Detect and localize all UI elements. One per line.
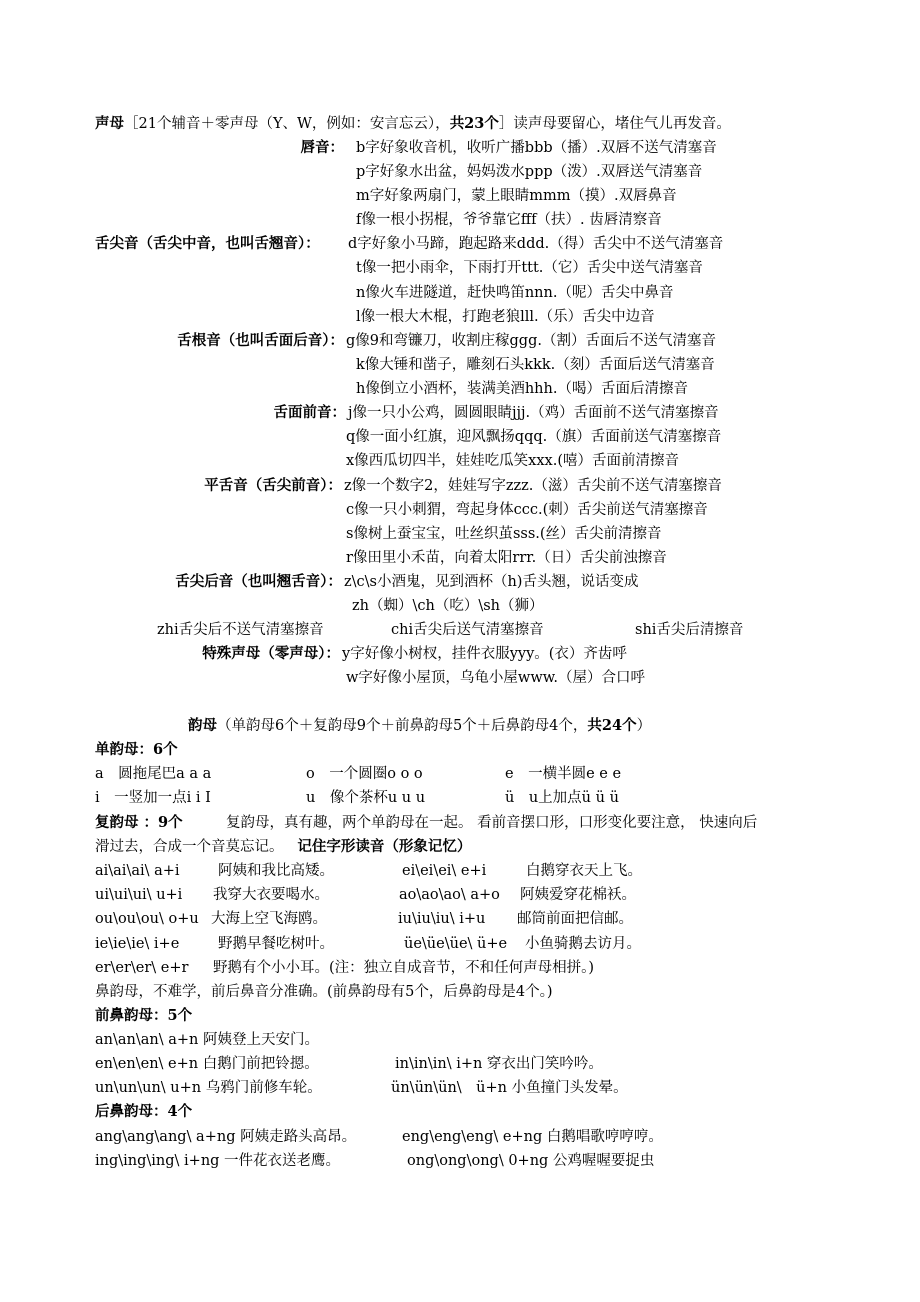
compound-finals-label: 复韵母 ：9个	[95, 814, 183, 831]
initial-f: f像一根小拐棍，爷爷靠它fff（扶）. 齿唇清察音	[356, 212, 662, 228]
finals-heading	[188, 716, 651, 736]
retroflex-chi: chi舌尖后送气清塞擦音	[391, 622, 544, 638]
final-vn: ün\ün\ün\ ü+n 小鱼撞门头发晕。	[391, 1080, 628, 1096]
initial-g: g像9和弯镰刀，收割庄稼ggg.（割）舌面后不送气清塞音	[346, 333, 716, 349]
retroflex-label: 舌尖后音（也叫翘舌音）：	[175, 573, 342, 590]
final-u: u 像个茶杯u u u	[306, 790, 426, 806]
finals-count: 共24个	[587, 717, 637, 734]
initials-count: 共23个	[449, 115, 499, 132]
final-i: i 一竖加一点i i I	[95, 790, 211, 806]
initial-p: p字好象水出盆，妈妈泼水ppp（泼）.双唇送气清塞音	[356, 164, 703, 180]
retroflex-line2: zh（蜘）\ch（吃）\sh（狮）	[352, 598, 544, 614]
initial-m: m字好象两扇门，蒙上眼睛mmm（摸）.双唇鼻音	[356, 188, 677, 204]
final-ao-code: ao\ao\ao\ a+o	[399, 887, 500, 903]
final-ai-code: ai\ai\ai\ a+i	[95, 863, 180, 879]
initial-q: q像一面小红旗，迎风飘扬qqq.（旗）舌面前送气清塞擦音	[346, 429, 722, 445]
final-en: en\en\en\ e+n 白鹅门前把铃摁。	[95, 1056, 319, 1072]
final-in: in\in\in\ i+n 穿衣出门笑吟吟。	[395, 1056, 603, 1072]
initial-c: c像一只小刺猬，弯起身体ccc.(刺）舌尖前送气清塞擦音	[346, 502, 708, 518]
final-er-code: er\er\er\ e+r	[95, 960, 189, 976]
bilabial-label: 唇音：	[300, 139, 344, 156]
final-ui-code: ui\ui\ui\ u+i	[95, 887, 183, 903]
nasal-finals-intro: 鼻韵母，不难学，前后鼻音分准确。(前鼻韵母有5个，后鼻韵母是4个。)	[95, 984, 553, 1000]
initial-w: w字好像小屋顶，乌龟小屋www.（屋）合口呼	[346, 670, 646, 686]
finals-heading-text2: ）	[636, 718, 652, 734]
final-ao-text: 阿姨爱穿花棉袄。	[520, 887, 636, 903]
final-ei-text: 白鹅穿衣天上飞。	[526, 863, 642, 879]
initial-z: z像一个数字2，娃娃写字zzz.（滋）舌尖前不送气清塞擦音	[344, 478, 722, 494]
final-ie-text: 野鹅早餐吃树叶。	[218, 936, 334, 952]
compound-memo: 记住字形读音（形象记忆）	[297, 838, 472, 855]
back-nasal-label: 后鼻韵母：4个	[95, 1103, 193, 1120]
initial-l: l像一根大木棍，打跑老狼lll.（乐）舌尖中边音	[356, 309, 655, 325]
initial-j: j像一只小公鸡，圆圆眼睛jjj.（鸡）舌面前不送气清塞擦音	[348, 405, 719, 421]
finals-heading-text1: （单韵母6个＋复韵母9个＋前鼻韵母5个＋后鼻韵母4个，	[217, 718, 588, 734]
dental-label: 平舌音（舌尖前音）：	[204, 477, 342, 494]
palatal-label: 舌面前音：	[273, 404, 346, 421]
initial-r: r像田里小禾苗，向着太阳rrr.（日）舌尖前浊擦音	[346, 550, 667, 566]
final-un: un\un\un\ u+n 乌鸦门前修车轮。	[95, 1080, 322, 1096]
final-ou-code: ou\ou\ou\ o+u	[95, 911, 199, 927]
initial-x: x像西瓜切四半，娃娃吃瓜笑xxx.(嘻）舌面前清擦音	[346, 453, 679, 469]
final-er-text: 野鹅有个小小耳。(注：独立自成音节，不和任何声母相拼。)	[213, 960, 595, 976]
final-ing: ing\ing\ing\ i+ng 一件花衣送老鹰。	[95, 1153, 341, 1169]
initial-s: s像树上蚕宝宝，吐丝织茧sss.(丝）舌尖前清擦音	[346, 526, 662, 542]
final-v: ü u上加点ü ü ü	[505, 790, 619, 806]
final-ou-text: 大海上空飞海鸥。	[211, 911, 327, 927]
final-ong: ong\ong\ong\ 0+ng 公鸡喔喔要捉虫	[407, 1153, 655, 1169]
initial-t: t像一把小雨伞，下雨打开ttt.（它）舌尖中送气清塞音	[356, 260, 703, 276]
finals-title: 韵母	[188, 717, 217, 734]
initial-n: n像火车进隧道，赶快鸣笛nnn.（呢）舌尖中鼻音	[356, 285, 674, 301]
final-ve-text: 小鱼骑鹅去访月。	[525, 936, 641, 952]
velar-label: 舌根音（也叫舌面后音）：	[177, 332, 344, 349]
initial-d: d字好象小马蹄，跑起路来ddd.（得）舌尖中不送气清塞音	[348, 236, 724, 252]
retroflex-zhi: zhi舌尖后不送气清塞擦音	[157, 622, 324, 638]
simple-finals-label: 单韵母：6个	[95, 741, 178, 758]
final-ie-code: ie\ie\ie\ i+e	[95, 936, 180, 952]
initial-y: y字好像小树杈，挂件衣服yyy。(衣）齐齿呼	[342, 646, 627, 662]
final-iu-code: iu\iu\iu\ i+u	[398, 911, 486, 927]
initials-heading-text1: ［21个辅音＋零声母（Y、W，例如：安言忘云），	[124, 116, 450, 132]
final-ang: ang\ang\ang\ a+ng 阿姨走路头高昂。	[95, 1129, 357, 1145]
compound-intro: 复韵母，真有趣，两个单韵母在一起。 看前音摆口形，口形变化要注意， 快速向后	[226, 815, 758, 831]
initial-b: b字好象收音机，收听广播bbb（播）.双唇不送气清塞音	[356, 140, 717, 156]
final-iu-text: 邮筒前面把信邮。	[517, 911, 633, 927]
final-ui-text: 我穿大衣要喝水。	[213, 887, 329, 903]
initial-h: h像倒立小酒杯，装满美酒hhh.（喝）舌面后清擦音	[356, 381, 688, 397]
initials-heading-text2: ］读声母要留心，堵住气儿再发音。	[498, 116, 731, 132]
initials-heading	[95, 114, 731, 134]
compound-intro-line2	[95, 837, 471, 857]
final-o: o 一个圆圈o o o	[306, 766, 423, 782]
final-a: a 圆拖尾巴a a a	[95, 766, 212, 782]
final-an: an\an\an\ a+n 阿姨登上天安门。	[95, 1032, 319, 1048]
alveolar-label: 舌尖音（舌尖中音，也叫舌翘音）：	[95, 235, 320, 252]
retroflex-shi: shi舌尖后清擦音	[635, 622, 744, 638]
final-eng: eng\eng\eng\ e+ng 白鹅唱歌哼哼哼。	[402, 1129, 663, 1145]
initial-k: k像大锤和凿子，雕刻石头kkk.（刻）舌面后送气清塞音	[356, 357, 715, 373]
initials-title: 声母	[95, 115, 124, 132]
retroflex-line1: z\c\s小酒鬼，见到酒杯（h)舌头翘，说话变成	[344, 574, 639, 590]
zero-initial-label: 特殊声母（零声母）：	[202, 645, 340, 662]
final-ai-text: 阿姨和我比高矮。	[218, 863, 334, 879]
front-nasal-label: 前鼻韵母：5个	[95, 1007, 193, 1024]
compound-intro-2: 滑过去，合成一个音莫忘记。	[95, 839, 284, 855]
final-e: e 一横半圆e e e	[505, 766, 622, 782]
final-ei-code: ei\ei\ei\ e+i	[402, 863, 487, 879]
final-ve-code: üe\üe\üe\ ü+e	[404, 936, 508, 952]
